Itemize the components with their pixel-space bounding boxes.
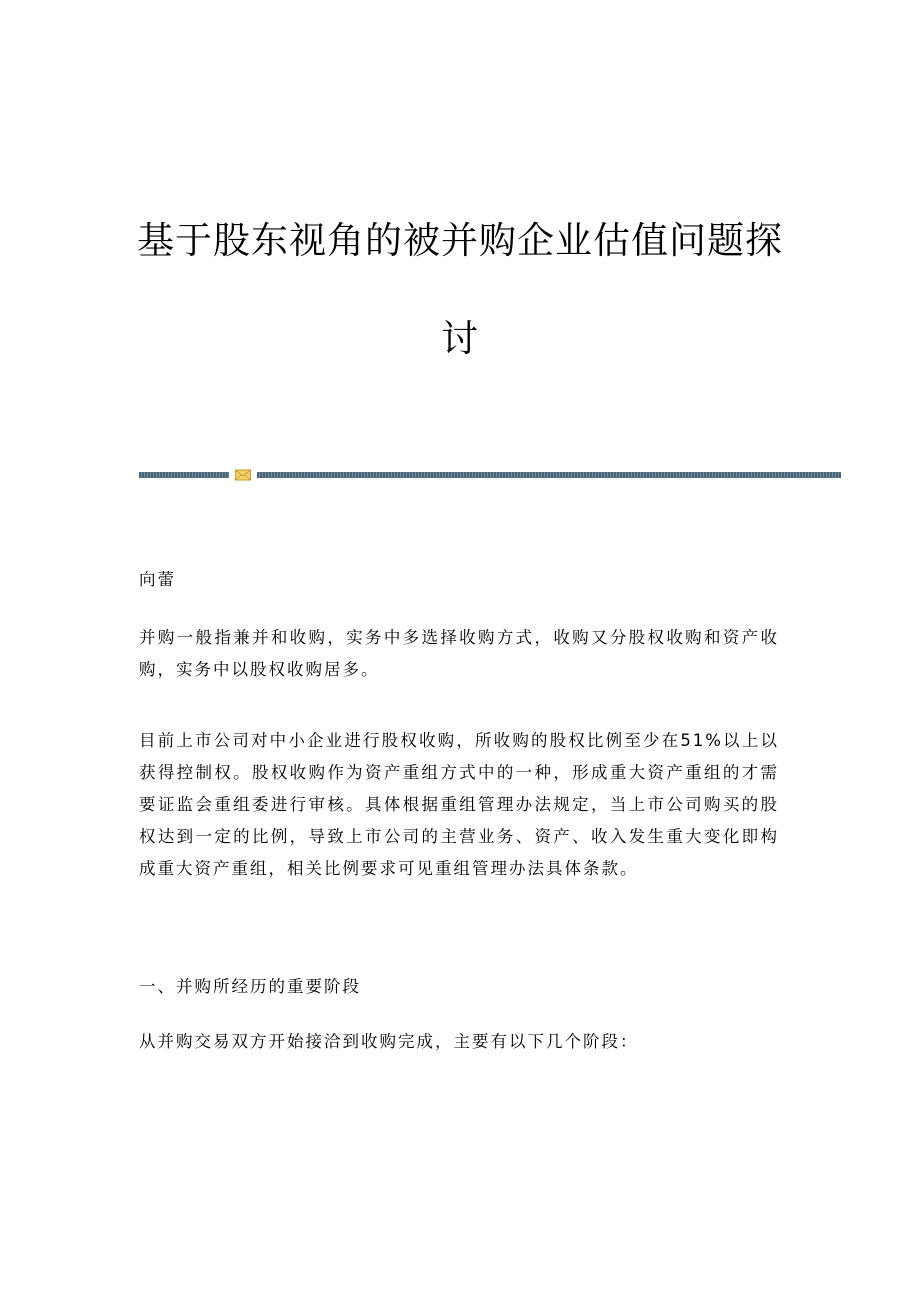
title-divider bbox=[139, 469, 841, 481]
document-title-line-2: 讨 bbox=[441, 317, 479, 360]
paragraph-3: 从并购交易双方开始接洽到收购完成，主要有以下几个阶段： bbox=[139, 1032, 639, 1051]
envelope-icon bbox=[235, 469, 251, 481]
author-name: 向蕾 bbox=[139, 570, 176, 589]
paragraph-1: 并购一般指兼并和收购，实务中多选择收购方式，收购又分股权收购和资产收购，实务中以股权收购居多。 bbox=[139, 628, 779, 679]
document-title-line-1: 基于股东视角的被并购企业估值问题探 bbox=[137, 219, 783, 262]
section-heading-1: 一、并购所经历的重要阶段 bbox=[139, 977, 361, 996]
paragraph-2: 目前上市公司对中小企业进行股权收购，所收购的股权比例至少在51%以上以获得控制权。股权收购作为资产重组方式中的一种，形成重大资产重组的才需要证监会重组委进行审核。具体根据重组管理办法规定，当上市公司购买的股权达到一定的比例，导致上市公司的主营业务、资产、收入发生重大变化即构成重大资产重组，相关比例要求可见重组管理办法具体条款。 bbox=[139, 731, 779, 878]
divider-bar-left bbox=[139, 472, 229, 478]
divider-bar-right bbox=[257, 472, 841, 478]
